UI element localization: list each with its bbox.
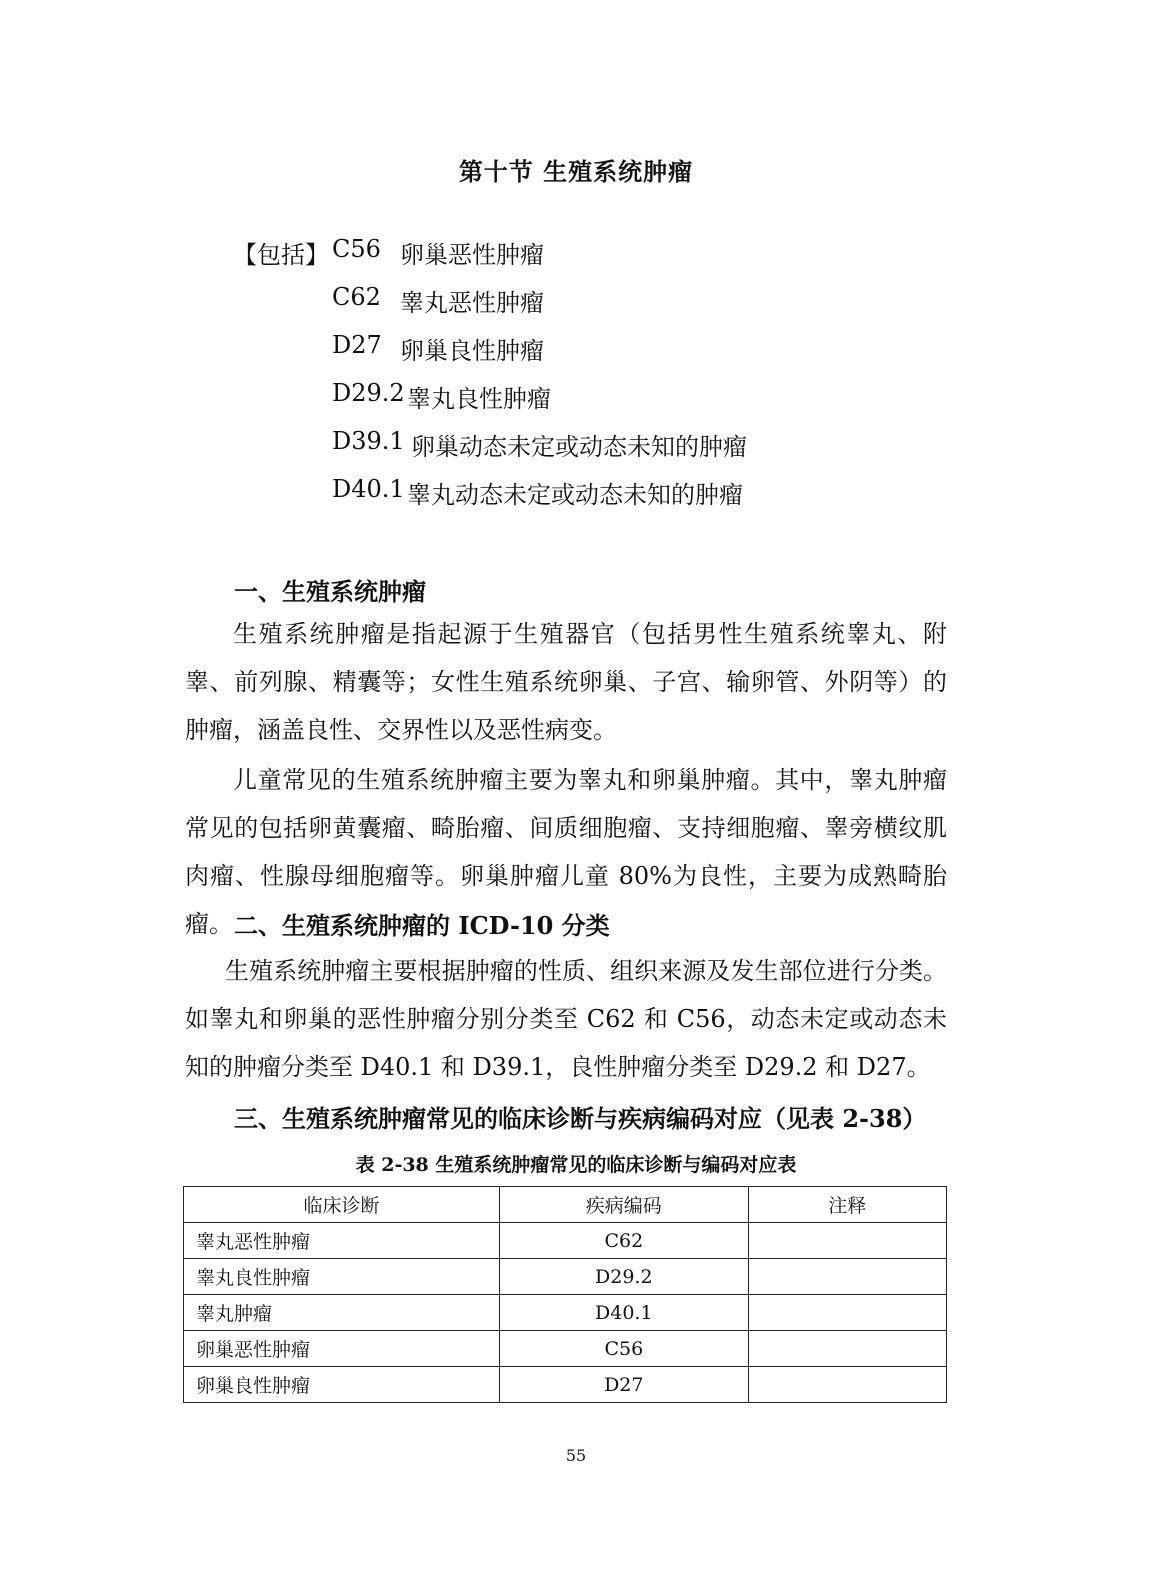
note-cell [748,1367,946,1403]
column-header: 注释 [748,1187,946,1223]
column-header: 疾病编码 [500,1187,748,1223]
table-row [184,1331,947,1367]
body-paragraph: 生殖系统肿瘤是指起源于生殖器官（包括男性生殖系统睾丸、附睾、前列腺、精囊等；女性生殖系统卵巢、子宫、输卵管、外阴等）的肿瘤，涵盖良性、交界性以及恶性病变。 [185,620,947,744]
include-code: D27 [332,331,382,359]
note-cell [748,1295,946,1331]
code-cell: D27 [500,1367,748,1403]
code-cell: C62 [500,1223,748,1259]
table-row [184,1367,947,1403]
table-row [184,1259,947,1295]
include-code: C56 [332,235,381,263]
table-header-row [184,1187,947,1223]
page-number: 55 [565,1446,587,1465]
include-name: 卵巢良性肿瘤 [400,337,544,365]
note-cell [748,1331,946,1367]
code-cell: C56 [500,1331,748,1367]
include-code: D40.1 [332,475,405,503]
diagnosis-cell: 卵巢良性肿瘤 [184,1367,500,1403]
note-cell [748,1259,946,1295]
diagnosis-cell: 睾丸肿瘤 [184,1295,500,1331]
include-code: D39.1 [332,427,405,455]
code-cell: D40.1 [500,1295,748,1331]
diagnosis-cell: 睾丸良性肿瘤 [184,1259,500,1295]
includes-label: 【包括】 [233,241,329,269]
include-name: 睾丸良性肿瘤 [407,385,551,413]
table-row [184,1295,947,1331]
section-heading: 一、生殖系统肿瘤 [234,577,426,606]
include-code: C62 [332,283,381,311]
table-row [184,1223,947,1259]
diagnosis-cell: 卵巢恶性肿瘤 [184,1331,500,1367]
note-cell [748,1223,946,1259]
code-cell: D29.2 [500,1259,748,1295]
body-paragraph: 生殖系统肿瘤主要根据肿瘤的性质、组织来源及发生部位进行分类。如睾丸和卵巢的恶性肿瘤分别分类至 C62 和 C56，动态未定或动态未知的肿瘤分类至 D40.1 和 D39.1，良性肿瘤分类至 D29.2 和 D27。 [185,957,947,1081]
diagnosis-cell: 睾丸恶性肿瘤 [184,1223,500,1259]
section-heading: 二、生殖系统肿瘤的 ICD-10 分类 [234,911,610,940]
include-code: D29.2 [332,379,405,407]
include-name: 卵巢恶性肿瘤 [400,241,544,269]
include-name: 卵巢动态未定或动态未知的肿瘤 [411,433,747,461]
section-title: 第十节 生殖系统肿瘤 [458,157,694,186]
column-header: 临床诊断 [184,1187,500,1223]
body-paragraph: 儿童常见的生殖系统肿瘤主要为睾丸和卵巢肿瘤。其中，睾丸肿瘤常见的包括卵黄囊瘤、畸胎瘤、间质细胞瘤、支持细胞瘤、睾旁横纹肌肉瘤、性腺母细胞瘤等。卵巢肿瘤儿童 80%为良性，主要为成熟畸胎瘤。 [185,766,947,938]
section-heading: 三、生殖系统肿瘤常见的临床诊断与疾病编码对应（见表 2-38） [234,1104,927,1133]
include-name: 睾丸动态未定或动态未知的肿瘤 [407,481,743,509]
diagnosis-code-table [183,1186,947,1403]
table-caption: 表 2-38 生殖系统肿瘤常见的临床诊断与编码对应表 [355,1154,797,1176]
include-name: 睾丸恶性肿瘤 [400,289,544,317]
